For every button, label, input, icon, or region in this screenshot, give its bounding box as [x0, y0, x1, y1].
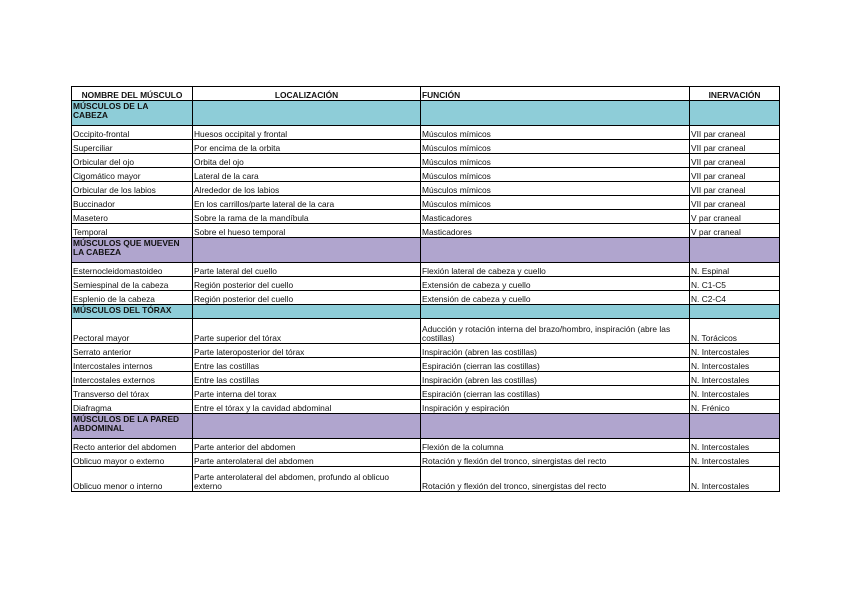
section-title-line1: MÚSCULOS DE LA	[73, 101, 149, 111]
table-row	[72, 168, 780, 182]
cell-funcion: Flexión lateral de cabeza y cuello	[421, 263, 690, 277]
cell-funcion: Inspiración (abren las costillas)	[421, 372, 690, 386]
cell-funcion: Flexión de la columna	[421, 439, 690, 453]
cell-name: Masetero	[72, 210, 193, 224]
cell-inervacion: N. Torácicos	[690, 319, 780, 344]
cell-name: Recto anterior del abdomen	[72, 439, 193, 453]
cell-localizacion: Por encima de la orbita	[193, 140, 421, 154]
table-row	[72, 372, 780, 386]
section-title-line2: LA CABEZA	[73, 246, 122, 257]
cell-localizacion: Huesos occipital y frontal	[193, 126, 421, 140]
section-title-line2: CABEZA	[73, 109, 108, 120]
section-title	[72, 414, 193, 439]
cell-funcion: Espiración (cierran las costillas)	[421, 386, 690, 400]
cell-inervacion: N. Intercostales	[690, 467, 780, 492]
table-row	[72, 277, 780, 291]
table-row	[72, 182, 780, 196]
cell-name: Transverso del tórax	[72, 386, 193, 400]
cell-localizacion: Orbita del ojo	[193, 154, 421, 168]
cell-name: Esplenio de la cabeza	[72, 291, 193, 305]
table-row	[72, 400, 780, 414]
cell-localizacion: Parte anterior del abdomen	[193, 439, 421, 453]
muscles-table	[71, 86, 780, 492]
cell-localizacion: Parte interna del torax	[193, 386, 421, 400]
cell-funcion: Inspiración (abren las costillas)	[421, 344, 690, 358]
cell-inervacion: VII par craneal	[690, 126, 780, 140]
cell-name: Intercostales externos	[72, 372, 193, 386]
cell-inervacion: VII par craneal	[690, 196, 780, 210]
cell-inervacion: N. Intercostales	[690, 439, 780, 453]
cell-localizacion: Sobre el hueso temporal	[193, 224, 421, 238]
cell-funcion: Rotación y flexión del tronco, sinergistas del recto	[421, 467, 690, 492]
cell-name: Cigomático mayor	[72, 168, 193, 182]
table-row	[72, 467, 780, 492]
cell-funcion: Aducción y rotación interna del brazo/hombro, inspiración (abre las costillas)	[421, 319, 690, 344]
header-row	[72, 87, 780, 101]
cell-inervacion: VII par craneal	[690, 140, 780, 154]
cell-funcion: Masticadores	[421, 210, 690, 224]
cell-localizacion: Lateral de la cara	[193, 168, 421, 182]
section-cabeza	[72, 101, 780, 238]
cell-funcion: Masticadores	[421, 224, 690, 238]
cell-inervacion: N. Intercostales	[690, 358, 780, 372]
table-row	[72, 154, 780, 168]
cell-localizacion: Entre el tórax y la cavidad abdominal	[193, 400, 421, 414]
cell-inervacion: VII par craneal	[690, 182, 780, 196]
cell-localizacion: Parte lateroposterior del tórax	[193, 344, 421, 358]
section-torax	[72, 305, 780, 414]
table-row	[72, 126, 780, 140]
cell-localizacion: Región posterior del cuello	[193, 277, 421, 291]
section-mueven-cabeza	[72, 238, 780, 305]
cell-name: Temporal	[72, 224, 193, 238]
table-row	[72, 439, 780, 453]
section-title: MÚSCULOS DEL TÓRAX	[72, 305, 193, 319]
table-row	[72, 263, 780, 277]
cell-inervacion: VII par craneal	[690, 168, 780, 182]
table-row	[72, 358, 780, 372]
cell-funcion: Rotación y flexión del tronco, sinergistas del recto	[421, 453, 690, 467]
table-row	[72, 140, 780, 154]
cell-funcion: Músculos mímicos	[421, 126, 690, 140]
cell-inervacion: N. Frénico	[690, 400, 780, 414]
cell-inervacion: N. C1-C5	[690, 277, 780, 291]
cell-inervacion: N. Intercostales	[690, 386, 780, 400]
cell-funcion: Músculos mímicos	[421, 182, 690, 196]
table-row	[72, 453, 780, 467]
cell-name: Pectoral mayor	[72, 319, 193, 344]
cell-inervacion: VII par craneal	[690, 154, 780, 168]
table-row	[72, 210, 780, 224]
cell-funcion: Espiración (cierran las costillas)	[421, 358, 690, 372]
section-header	[72, 414, 780, 439]
section-header	[72, 305, 780, 319]
cell-inervacion: N. Espinal	[690, 263, 780, 277]
cell-name: Diafragma	[72, 400, 193, 414]
cell-inervacion: V par craneal	[690, 210, 780, 224]
cell-inervacion: N. Intercostales	[690, 453, 780, 467]
cell-inervacion: V par craneal	[690, 224, 780, 238]
cell-funcion: Músculos mímicos	[421, 154, 690, 168]
cell-localizacion: Región posterior del cuello	[193, 291, 421, 305]
cell-name: Superciliar	[72, 140, 193, 154]
cell-name: Orbicular del ojo	[72, 154, 193, 168]
cell-name: Serrato anterior	[72, 344, 193, 358]
cell-name: Oblicuo menor o interno	[72, 467, 193, 492]
table-row	[72, 386, 780, 400]
table-row	[72, 224, 780, 238]
header-name: NOMBRE DEL MÚSCULO	[72, 87, 193, 101]
cell-name: Semiespinal de la cabeza	[72, 277, 193, 291]
cell-localizacion: Parte anterolateral del abdomen	[193, 453, 421, 467]
section-title-line1: MÚSCULOS QUE MUEVEN	[73, 238, 180, 248]
header-funcion: FUNCIÓN	[421, 87, 690, 101]
section-title-line1: MÚSCULOS DE LA PARED	[73, 414, 180, 424]
cell-name: Buccinador	[72, 196, 193, 210]
cell-funcion: Extensión de cabeza y cuello	[421, 291, 690, 305]
cell-name: Orbicular de los labios	[72, 182, 193, 196]
cell-localizacion: Entre las costillas	[193, 372, 421, 386]
cell-localizacion: Parte anterolateral del abdomen, profundo al oblicuo externo	[193, 467, 421, 492]
cell-funcion: Inspiración y espiración	[421, 400, 690, 414]
table-row	[72, 196, 780, 210]
cell-name: Oblicuo mayor o externo	[72, 453, 193, 467]
section-title	[72, 101, 193, 126]
cell-funcion: Músculos mímicos	[421, 196, 690, 210]
section-pared-abdominal	[72, 414, 780, 492]
table-row	[72, 291, 780, 305]
cell-localizacion: Sobre la rama de la mandíbula	[193, 210, 421, 224]
section-header	[72, 238, 780, 263]
section-header	[72, 101, 780, 126]
table-row	[72, 344, 780, 358]
cell-localizacion: Parte lateral del cuello	[193, 263, 421, 277]
cell-localizacion: En los carrillos/parte lateral de la cara	[193, 196, 421, 210]
header-inervacion: INERVACIÓN	[690, 87, 780, 101]
cell-name: Occipito-frontal	[72, 126, 193, 140]
cell-localizacion: Alrededor de los labios	[193, 182, 421, 196]
cell-name: Esternocleidomastoideo	[72, 263, 193, 277]
cell-funcion: Músculos mímicos	[421, 140, 690, 154]
cell-name: Intercostales internos	[72, 358, 193, 372]
header-localizacion: LOCALIZACIÓN	[193, 87, 421, 101]
section-title-line2: ABDOMINAL	[73, 422, 125, 433]
cell-funcion: Extensión de cabeza y cuello	[421, 277, 690, 291]
cell-inervacion: N. Intercostales	[690, 372, 780, 386]
table-row	[72, 319, 780, 344]
cell-localizacion: Parte superior del tórax	[193, 319, 421, 344]
cell-funcion: Músculos mímicos	[421, 168, 690, 182]
cell-localizacion: Entre las costillas	[193, 358, 421, 372]
cell-inervacion: N. Intercostales	[690, 344, 780, 358]
cell-inervacion: N. C2-C4	[690, 291, 780, 305]
section-title	[72, 238, 193, 263]
